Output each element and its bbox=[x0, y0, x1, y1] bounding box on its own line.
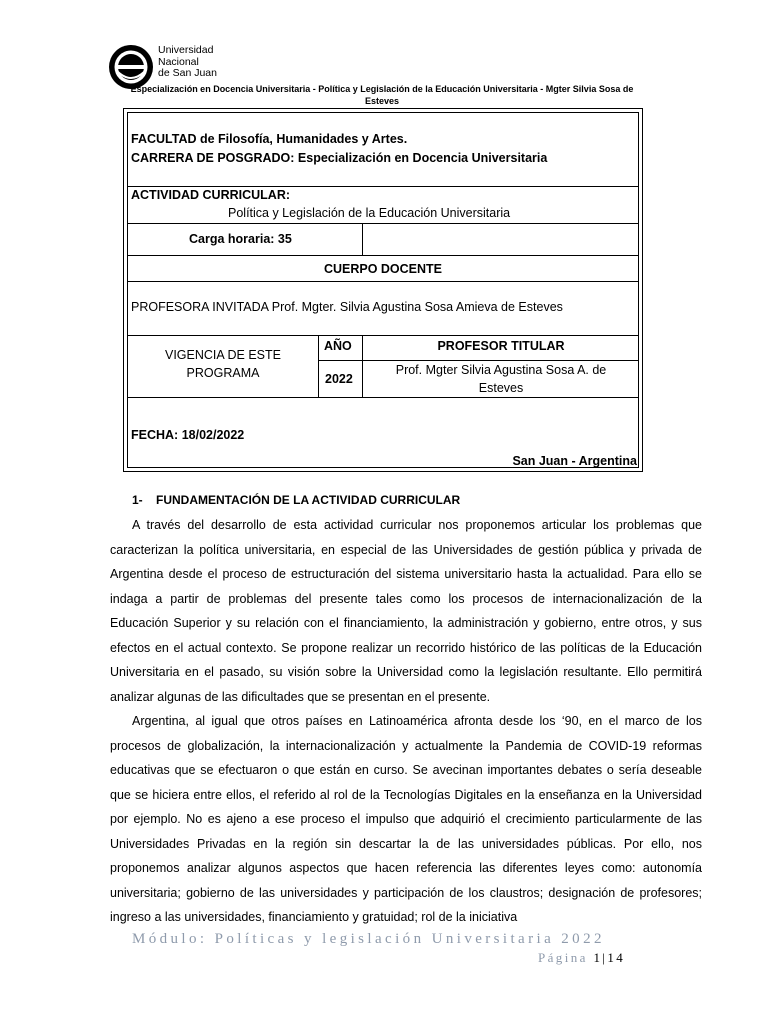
year-value: 2022 bbox=[325, 372, 353, 386]
paragraph: A través del desarrollo de esta actividad curricular nos proponemos articular los problemas que caracterizan la política universitaria, en especial de las Universidades de gestión pública y privada de Argentina desde el proceso de estructuración del sistema universitario hasta la actualidad. Para ello se indaga a partir de problemas del presente tales como los procesos de internacionalización de la Educación Superior y su relación con el financiamiento, la administración y gobierno, entre otros, y sus efectos en el actual contexto. Se propone realizar un recorrido histórico de las políticas de la Educación Universitaria en el pasado, su visión sobre la Universidad como la legislación resultante. Ello permitirá analizar algunas de las dificultades que se presentan en el presente. bbox=[110, 518, 702, 704]
date-text: FECHA: 18/02/2022 bbox=[131, 428, 245, 442]
university-line: Nacional bbox=[158, 55, 199, 68]
place-text: San Juan - Argentina bbox=[512, 454, 637, 468]
guest-text: PROFESORA INVITADA Prof. Mgter. Silvia Agustina Sosa Amieva de Esteves bbox=[131, 300, 563, 314]
career-text: CARRERA DE POSGRADO: Especialización en Docencia Universitaria bbox=[131, 151, 548, 165]
guest-row bbox=[128, 282, 638, 336]
page-total: 14 bbox=[607, 950, 626, 965]
validity-line-2: PROGRAMA bbox=[186, 366, 260, 380]
hours-row bbox=[128, 224, 638, 256]
validity-row bbox=[128, 336, 638, 398]
titular-line-2: Esteves bbox=[478, 381, 524, 395]
program-info-table bbox=[123, 108, 643, 472]
page-current: 1 bbox=[593, 950, 603, 965]
year-label: AÑO bbox=[324, 339, 352, 353]
titular-line-1: Prof. Mgter Silvia Agustina Sosa A. de bbox=[395, 363, 607, 377]
hours-text: Carga horaria: 35 bbox=[189, 232, 292, 246]
section-heading: 1- FUNDAMENTACIÓN DE LA ACTIVIDAD CURRICULAR bbox=[132, 493, 461, 507]
footer-module: Módulo: Políticas y legislación Universitaria 2022 bbox=[132, 931, 605, 947]
validity-line-1: VIGENCIA DE ESTE bbox=[164, 348, 281, 362]
page-number bbox=[538, 950, 625, 966]
paragraph: Argentina, al igual que otros países en Latinoamérica afronta desde los ‘90, en el marco de los procesos de globalización, la internacionalización y actualmente la Pandemia de COVID-19 reformas educativas que se efectuaron o que están en curso. Se avecinan importantes debates o sería deseable que se hiciera entre ellos, el referido al rol de la Tecnologías Digitales en la enseñanza en la Universidad por ejemplo. No es ajeno a ese proceso el impulso que adquirió el crecimiento particularmente de las Universidades Privadas en la región sin descartar la de las universidades públicas. Por ello, nos proponemos analizar algunos aspectos que hacen referencia las diferentes leyes como: autonomía universitaria; gobierno de las universidades y participación de los claustros; designación de profesores; ingreso a las universidades, financiamiento y gratuidad; rol de la iniciativa bbox=[110, 714, 702, 924]
faculty-text: FACULTAD de Filosofía, Humanidades y Artes. bbox=[131, 132, 408, 146]
staff-heading: CUERPO DOCENTE bbox=[323, 262, 443, 276]
faculty-row bbox=[128, 113, 638, 187]
university-line: de San Juan bbox=[158, 67, 217, 79]
document-subtitle: Especialización en Docencia Universitaria - Política y Legislación de la Educación Universitaria - Mgter Silvia Sosa de Esteves bbox=[130, 84, 634, 106]
staff-heading-row bbox=[128, 256, 638, 282]
activity-name: Política y Legislación de la Educación Universitaria bbox=[228, 206, 511, 220]
activity-row bbox=[128, 187, 638, 224]
section-body bbox=[110, 513, 702, 930]
university-line: Universidad bbox=[158, 44, 214, 56]
titular-label: PROFESOR TITULAR bbox=[437, 339, 565, 353]
page-label: Página bbox=[538, 950, 588, 965]
university-name bbox=[158, 45, 217, 80]
page-separator: | bbox=[602, 950, 608, 965]
activity-label: ACTIVIDAD CURRICULAR: bbox=[131, 188, 291, 202]
